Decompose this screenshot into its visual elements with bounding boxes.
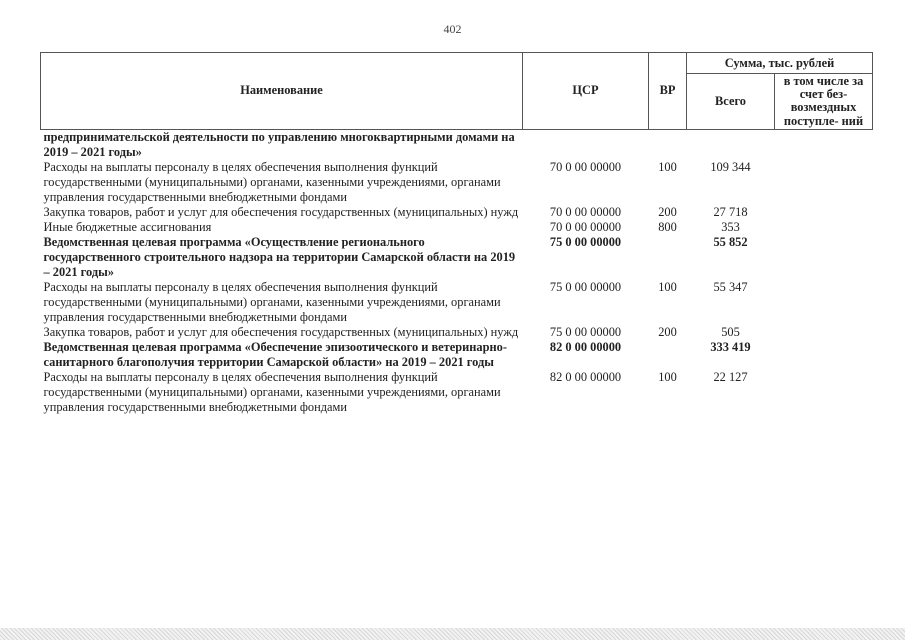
header-incl: в том числе за счет без- возмездных поступле- ний [775, 74, 873, 130]
row-incl [775, 340, 873, 370]
row-incl [775, 370, 873, 415]
row-incl [775, 235, 873, 280]
table-row [41, 280, 873, 325]
table-header [41, 53, 873, 130]
row-csr: 82 0 00 00000 [549, 369, 622, 384]
table-row [41, 129, 873, 160]
budget-table [40, 52, 873, 415]
scan-edge-band [0, 628, 905, 640]
row-name: Расходы на выплаты персоналу в целях обеспечения выполнения функций государственными (муниципальными) органами, казенными учреждениями, органами управления государственными внебюджетными фондами [43, 369, 501, 414]
row-csr: 75 0 00 00000 [549, 324, 622, 339]
row-total [687, 129, 775, 160]
row-name: Ведомственная целевая программа «Обеспечение эпизоотического и ветеринарно-санитарного благополучия территории Самарской области» на 2019 – 2021 годы [43, 339, 507, 369]
row-total: 505 [721, 324, 740, 339]
row-name: Расходы на выплаты персоналу в целях обеспечения выполнения функций государственными (муниципальными) органами, казенными учреждениями, органами управления государственными внебюджетными фондами [43, 159, 501, 204]
row-vr: 800 [658, 219, 677, 234]
row-total: 333 419 [710, 339, 751, 354]
row-total: 109 344 [710, 159, 751, 174]
row-incl [775, 280, 873, 325]
table-row [41, 235, 873, 280]
row-name: Иные бюджетные ассигнования [43, 219, 212, 234]
row-vr: 100 [658, 369, 677, 384]
header-name: Наименование [41, 53, 523, 130]
row-total: 55 347 [713, 279, 748, 294]
row-total: 27 718 [713, 204, 748, 219]
row-csr: 82 0 00 00000 [549, 339, 622, 354]
row-name: Ведомственная целевая программа «Осуществление регионального государственного строительного надзора на территории Самарской области на 2019 – 2021 годы» [43, 234, 516, 279]
row-vr: 100 [658, 279, 677, 294]
header-total: Всего [687, 74, 775, 130]
row-csr: 70 0 00 00000 [549, 159, 622, 174]
row-name: Закупка товаров, работ и услуг для обеспечения государственных (муниципальных) нужд [43, 324, 519, 339]
header-csr: ЦСР [523, 53, 649, 130]
table-body [41, 129, 873, 415]
row-vr [649, 340, 687, 370]
row-incl [775, 205, 873, 220]
row-incl [775, 220, 873, 235]
row-csr [523, 129, 649, 160]
table-row [41, 220, 873, 235]
row-csr: 75 0 00 00000 [549, 279, 622, 294]
row-incl [775, 129, 873, 160]
page-number: 402 [443, 22, 462, 36]
row-vr: 200 [658, 204, 677, 219]
row-vr: 100 [658, 159, 677, 174]
table-row [41, 370, 873, 415]
table-row [41, 325, 873, 340]
row-name: предпринимательской деятельности по управлению многоквартирными домами на 2019 – 2021 годы» [43, 129, 515, 159]
table-row [41, 340, 873, 370]
table-row [41, 205, 873, 220]
row-total: 353 [721, 219, 740, 234]
row-vr: 200 [658, 324, 677, 339]
row-name: Закупка товаров, работ и услуг для обеспечения государственных (муниципальных) нужд [43, 204, 519, 219]
row-total: 22 127 [713, 369, 748, 384]
row-vr [649, 235, 687, 280]
header-sum: Сумма, тыс. рублей [687, 53, 873, 74]
row-csr: 75 0 00 00000 [549, 234, 622, 249]
row-incl [775, 160, 873, 205]
table-row [41, 160, 873, 205]
row-csr: 70 0 00 00000 [549, 219, 622, 234]
row-name: Расходы на выплаты персоналу в целях обеспечения выполнения функций государственными (муниципальными) органами, казенными учреждениями, органами управления государственными внебюджетными фондами [43, 279, 501, 324]
header-vr: ВР [649, 53, 687, 130]
row-csr: 70 0 00 00000 [549, 204, 622, 219]
row-total: 55 852 [713, 234, 748, 249]
row-incl [775, 325, 873, 340]
row-vr [649, 129, 687, 160]
